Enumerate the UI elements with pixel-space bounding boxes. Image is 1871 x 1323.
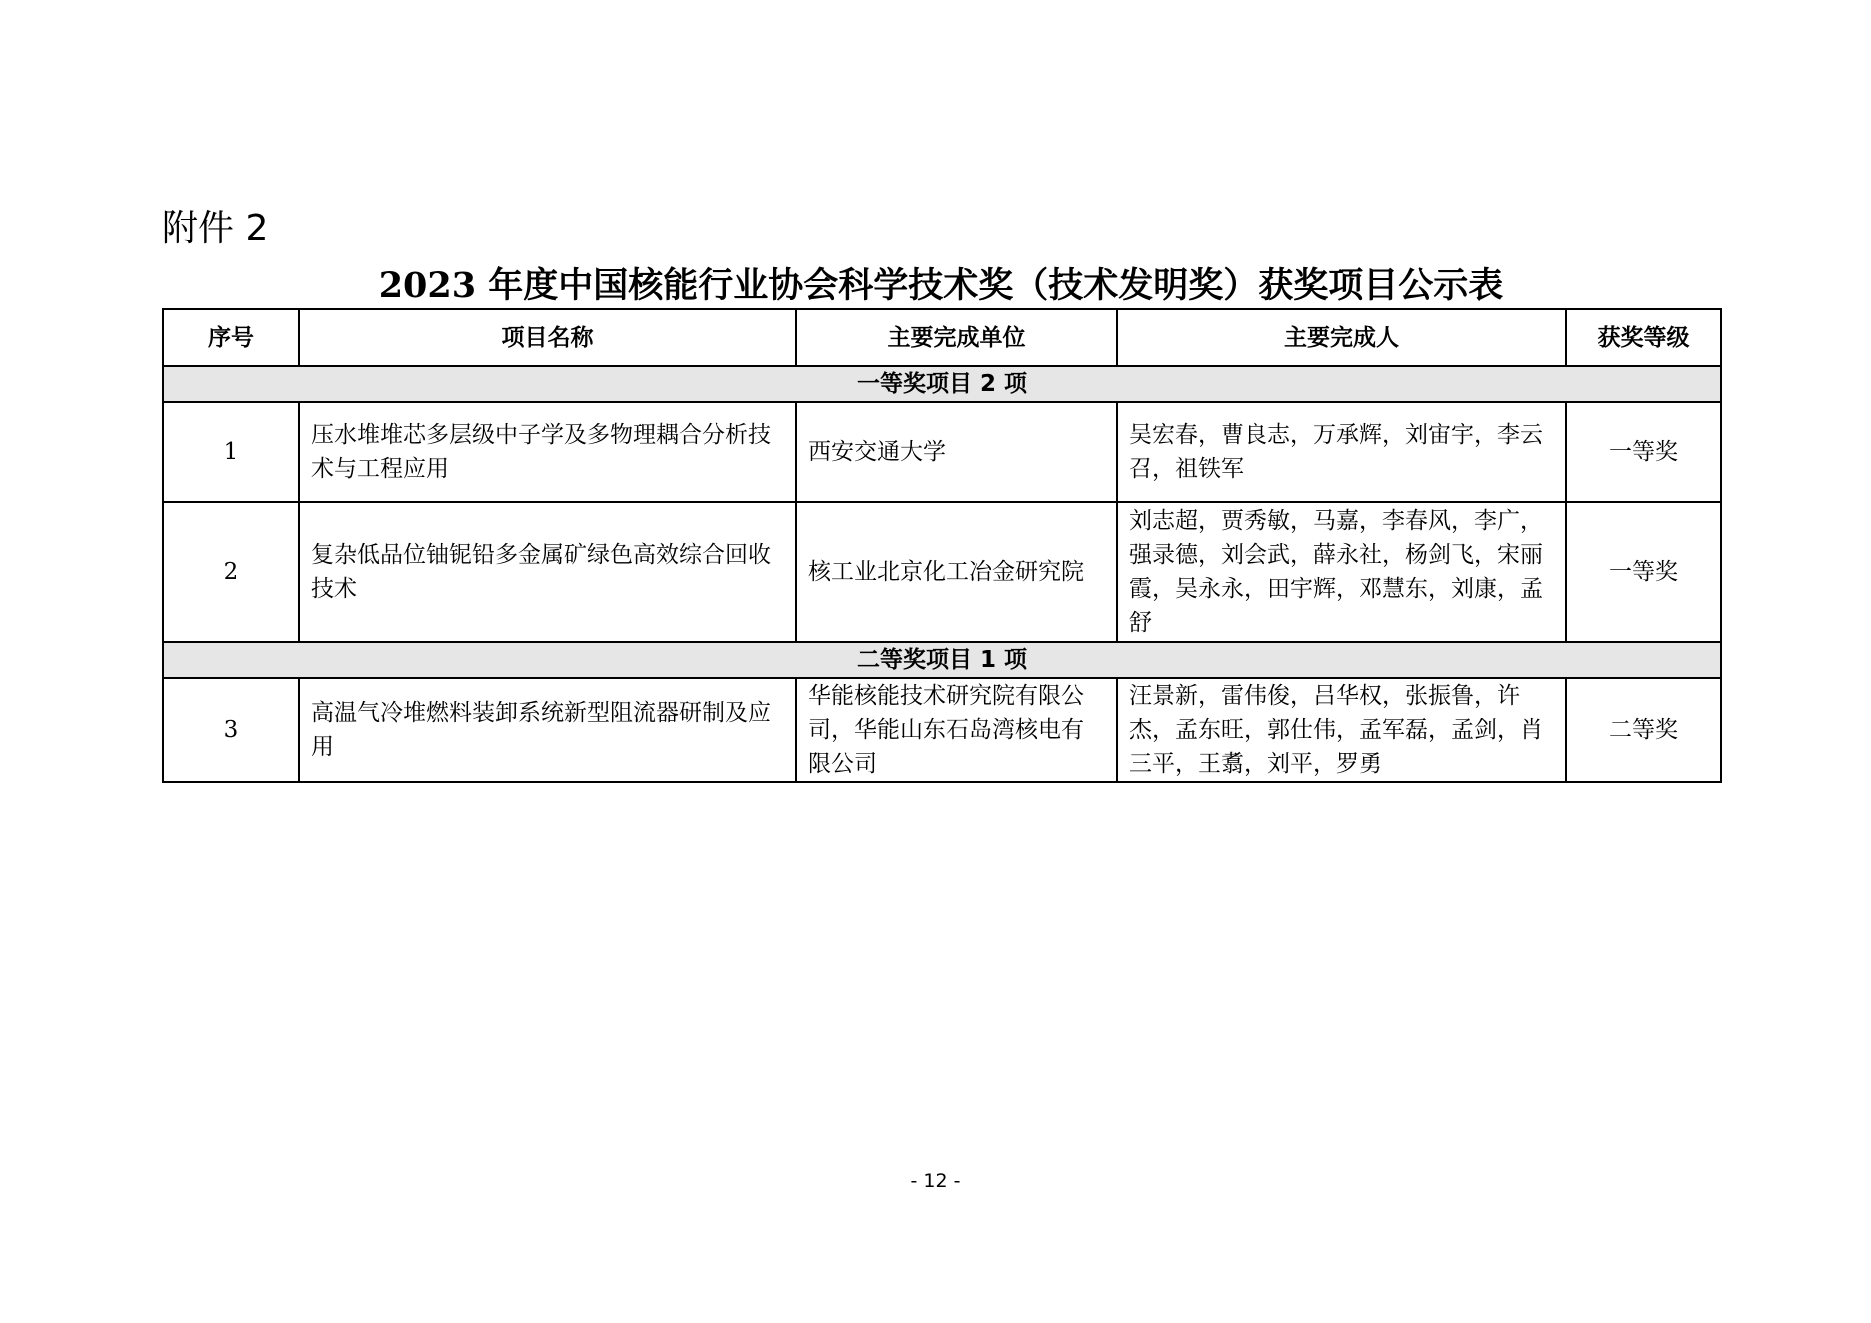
section-heading: 一等奖项目 2 项: [163, 366, 1721, 402]
cell-unit: 华能核能技术研究院有限公司，华能山东石岛湾核电有限公司: [796, 678, 1117, 782]
cell-unit: 核工业北京化工冶金研究院: [796, 502, 1117, 642]
header-unit: 主要完成单位: [796, 309, 1117, 366]
cell-no: 3: [163, 678, 299, 782]
attachment-label: 附件 2: [162, 208, 269, 249]
cell-no: 2: [163, 502, 299, 642]
header-no: 序号: [163, 309, 299, 366]
cell-people: 刘志超，贾秀敏，马嘉，李春风，李广，强录德，刘会武，薛永社，杨剑飞，宋丽霞，吴永永，田宇辉，邓慧东，刘康，孟舒: [1117, 502, 1566, 642]
table-row: [163, 678, 1721, 782]
page-title: 2023 年度中国核能行业协会科学技术奖（技术发明奖）获奖项目公示表: [378, 265, 1504, 306]
cell-unit: 西安交通大学: [796, 402, 1117, 502]
section-row: [163, 642, 1721, 678]
table-header-row: [163, 309, 1721, 366]
cell-project: 复杂低品位铀铌铅多金属矿绿色高效综合回收技术: [299, 502, 796, 642]
cell-project: 高温气冷堆燃料装卸系统新型阻流器研制及应用: [299, 678, 796, 782]
table-row: [163, 402, 1721, 502]
header-people: 主要完成人: [1117, 309, 1566, 366]
cell-level: 一等奖: [1566, 402, 1721, 502]
header-project: 项目名称: [299, 309, 796, 366]
section-row: [163, 366, 1721, 402]
cell-people: 吴宏春，曹良志，万承辉，刘宙宇，李云召，祖铁军: [1117, 402, 1566, 502]
table-row: [163, 502, 1721, 642]
cell-no: 1: [163, 402, 299, 502]
section-heading: 二等奖项目 1 项: [163, 642, 1721, 678]
cell-project: 压水堆堆芯多层级中子学及多物理耦合分析技术与工程应用: [299, 402, 796, 502]
page-number: - 12 -: [910, 1170, 961, 1192]
awards-table: [162, 308, 1722, 783]
cell-people: 汪景新，雷伟俊，吕华权，张振鲁，许杰，孟东旺，郭仕伟，孟军磊，孟剑，肖三平，王翥，刘平，罗勇: [1117, 678, 1566, 782]
cell-level: 一等奖: [1566, 502, 1721, 642]
header-level: 获奖等级: [1566, 309, 1721, 366]
cell-level: 二等奖: [1566, 678, 1721, 782]
